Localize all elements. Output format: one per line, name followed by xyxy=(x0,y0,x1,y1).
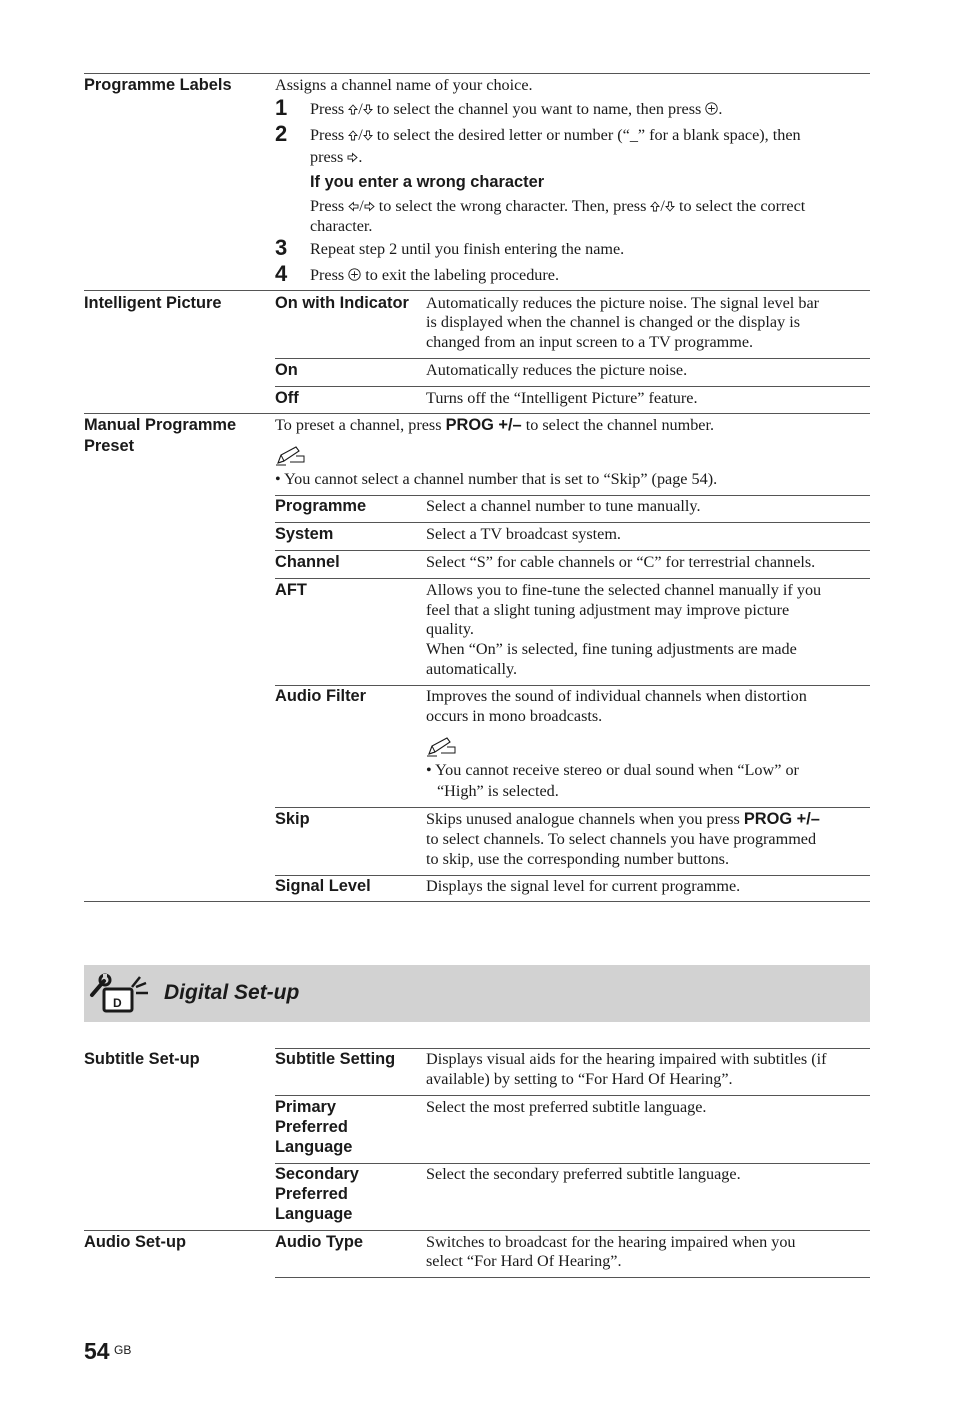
option-desc: Select the secondary preferred subtitle language. xyxy=(426,1165,741,1183)
option-desc: automatically. xyxy=(426,660,518,678)
option-on: On xyxy=(275,361,298,379)
option-desc: to skip, use the corresponding number buttons. xyxy=(426,850,730,868)
rule xyxy=(275,550,870,551)
rule xyxy=(275,386,870,387)
manual-preset-intro: To preset a channel, press PROG +/– to select the channel number. xyxy=(275,416,715,434)
option-primary-preferred-language-line3: Language xyxy=(275,1138,353,1156)
step-4-number: 4 xyxy=(275,261,288,286)
rule xyxy=(275,578,870,579)
option-subtitle-setting: Subtitle Setting xyxy=(275,1050,396,1068)
option-programme: Programme xyxy=(275,497,367,515)
tv-icon-letter: D xyxy=(113,996,122,1010)
digital-setup-title: Digital Set-up xyxy=(164,981,300,1004)
rule xyxy=(275,358,870,359)
rule xyxy=(84,290,870,291)
option-desc: Select a TV broadcast system. xyxy=(426,525,621,543)
page-region-code: GB xyxy=(114,1343,132,1357)
option-aft: AFT xyxy=(275,581,307,599)
down-arrow-icon xyxy=(363,130,373,141)
step-2-text: Press / to select the desired letter or number (“_” for a blank space), then xyxy=(310,126,801,144)
wrong-character-heading: If you enter a wrong character xyxy=(310,173,545,191)
page-number: 54 xyxy=(84,1338,110,1364)
wrong-character-text-line2: character. xyxy=(310,217,373,235)
digital-setup-tv-icon xyxy=(88,973,152,1017)
option-desc: Displays visual aids for the hearing impaired with subtitles (if xyxy=(426,1050,827,1068)
option-desc: Skips unused analogue channels when you press PROG +/– xyxy=(426,810,820,828)
option-desc: Switches to broadcast for the hearing impaired when you xyxy=(426,1233,796,1251)
option-desc: changed from an input screen to a TV programme. xyxy=(426,333,754,351)
option-desc: Automatically reduces the picture noise. xyxy=(426,361,688,379)
option-desc: Select the most preferred subtitle language. xyxy=(426,1098,707,1116)
note-pencil-icon xyxy=(427,736,457,758)
option-skip: Skip xyxy=(275,810,310,828)
option-desc: Select a channel number to tune manually. xyxy=(426,497,701,515)
option-secondary-preferred-language-line3: Language xyxy=(275,1205,353,1223)
subtitle-setup-label: Subtitle Set-up xyxy=(84,1050,200,1068)
rule xyxy=(84,413,870,414)
option-desc: Improves the sound of individual channels when distortion xyxy=(426,687,807,705)
enter-circle-icon xyxy=(348,268,361,281)
option-channel: Channel xyxy=(275,553,340,571)
option-on-with-indicator: On with Indicator xyxy=(275,294,409,312)
option-audio-filter: Audio Filter xyxy=(275,687,367,705)
up-arrow-icon xyxy=(650,201,660,212)
step-4-text: Press to exit the labeling procedure. xyxy=(310,266,560,284)
option-desc: Allows you to fine-tune the selected channel manually if you xyxy=(426,581,822,599)
rule-top xyxy=(84,73,870,74)
option-secondary-preferred-language: Secondary xyxy=(275,1165,359,1183)
manual-preset-label-line2: Preset xyxy=(84,437,135,455)
rule xyxy=(275,1277,870,1278)
digital-setup-banner xyxy=(84,965,870,1022)
option-desc: Displays the signal level for current programme. xyxy=(426,877,741,895)
up-arrow-icon xyxy=(348,130,358,141)
up-arrow-icon xyxy=(348,104,358,115)
down-arrow-icon xyxy=(665,201,675,212)
option-desc: feel that a slight tuning adjustment may improve picture xyxy=(426,601,790,619)
left-arrow-icon xyxy=(348,201,359,212)
option-desc: quality. xyxy=(426,620,474,638)
option-off: Off xyxy=(275,389,299,407)
option-desc: is displayed when the channel is changed or the display is xyxy=(426,313,801,331)
audio-filter-note: • You cannot receive stereo or dual sound when “Low” or xyxy=(426,761,799,779)
step-2-number: 2 xyxy=(275,121,288,146)
manual-preset-label: Manual Programme xyxy=(84,416,237,434)
option-desc: select “For Hard Of Hearing”. xyxy=(426,1252,622,1270)
step-2-text-line2: press . xyxy=(310,148,363,166)
rule xyxy=(275,522,870,523)
option-desc: Automatically reduces the picture noise. The signal level bar xyxy=(426,294,820,312)
option-primary-preferred-language-line2: Preferred xyxy=(275,1118,348,1136)
option-desc: When “On” is selected, fine tuning adjustments are made xyxy=(426,640,797,658)
option-desc: occurs in mono broadcasts. xyxy=(426,707,603,725)
option-primary-preferred-language: Primary xyxy=(275,1098,337,1116)
option-desc: Turns off the “Intelligent Picture” feature. xyxy=(426,389,698,407)
option-desc: Select “S” for cable channels or “C” for terrestrial channels. xyxy=(426,553,816,571)
enter-circle-icon xyxy=(705,102,718,115)
step-1-text: Press / to select the channel you want to name, then press . xyxy=(310,100,723,118)
rule xyxy=(275,1095,870,1096)
option-desc: to select channels. To select channels you have programmed xyxy=(426,830,817,848)
step-3-text: Repeat step 2 until you finish entering the name. xyxy=(310,240,625,258)
option-desc: available) by setting to “For Hard Of Hearing”. xyxy=(426,1070,733,1088)
down-arrow-icon xyxy=(363,104,373,115)
step-3-number: 3 xyxy=(275,235,288,260)
rule xyxy=(275,1163,870,1164)
programme-labels-intro: Assigns a channel name of your choice. xyxy=(275,76,533,94)
step-1-number: 1 xyxy=(275,95,288,120)
note-pencil-icon xyxy=(276,445,306,467)
rule xyxy=(84,1230,870,1231)
right-arrow-icon xyxy=(347,152,358,163)
option-system: System xyxy=(275,525,334,543)
wrong-character-text: Press / to select the wrong character. Then, press / to select the correct xyxy=(310,197,806,215)
rule-bottom xyxy=(84,901,870,902)
intelligent-picture-label: Intelligent Picture xyxy=(84,294,222,312)
programme-labels-label: Programme Labels xyxy=(84,76,232,94)
audio-filter-note-line2: “High” is selected. xyxy=(437,782,559,800)
audio-setup-label: Audio Set-up xyxy=(84,1233,186,1251)
option-signal-level: Signal Level xyxy=(275,877,371,895)
rule xyxy=(275,807,870,808)
option-secondary-preferred-language-line2: Preferred xyxy=(275,1185,348,1203)
manual-preset-note: • You cannot select a channel number that is set to “Skip” (page 54). xyxy=(275,470,718,488)
option-audio-type: Audio Type xyxy=(275,1233,364,1251)
right-arrow-icon xyxy=(364,201,375,212)
